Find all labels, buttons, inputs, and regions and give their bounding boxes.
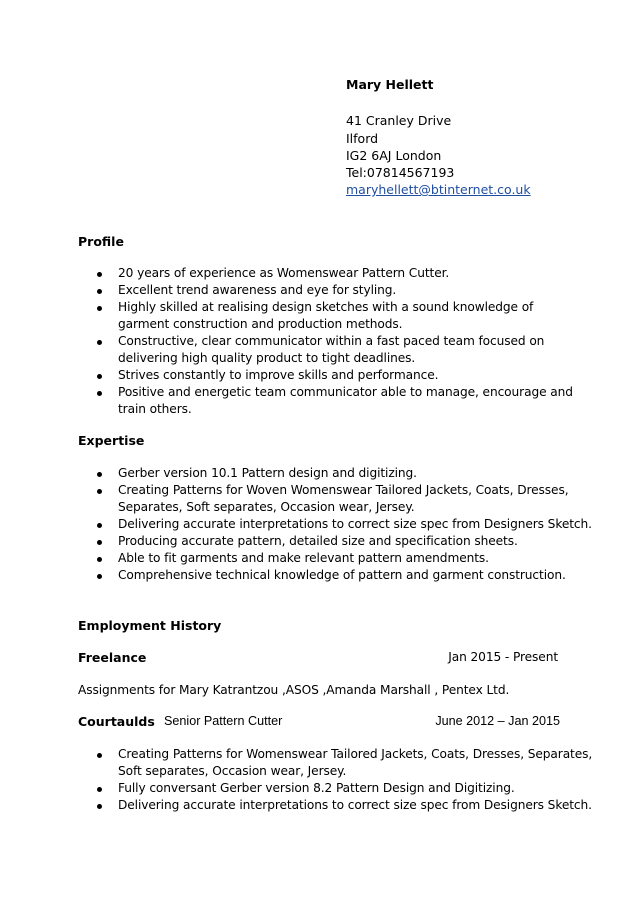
bullet-icon <box>97 557 102 562</box>
bullet-text: Comprehensive technical knowledge of pattern and garment construction. <box>118 568 566 582</box>
bullet-icon <box>97 489 102 494</box>
bullet-item <box>0 746 592 780</box>
bullet-icon <box>97 804 102 809</box>
bullet-text: train others. <box>118 402 192 416</box>
bullet-item <box>0 797 592 814</box>
email-link[interactable]: maryhellett@btinternet.co.uk <box>346 182 531 197</box>
bullet-text: Delivering accurate interpretations to correct size spec from Designers Sketch. <box>118 798 592 812</box>
freelance-dates: Jan 2015 - Present <box>448 650 558 664</box>
bullet-text: Fully conversant Gerber version 8.2 Pattern Design and Digitizing. <box>118 781 515 795</box>
bullet-icon <box>97 472 102 477</box>
bullet-item <box>0 567 592 584</box>
courtaulds-role: Senior Pattern Cutter <box>164 714 283 728</box>
profile-list <box>0 265 573 418</box>
bullet-icon <box>97 787 102 792</box>
bullet-text: garment construction and production methods. <box>118 317 403 331</box>
address-line-2: Ilford <box>346 131 379 146</box>
expertise-list <box>0 465 592 584</box>
bullet-icon <box>97 523 102 528</box>
bullet-icon <box>97 272 102 277</box>
bullet-icon <box>97 574 102 579</box>
employment-heading: Employment History <box>78 618 222 633</box>
freelance-title: Freelance <box>78 650 147 665</box>
bullet-text: Strives constantly to improve skills and performance. <box>118 368 439 382</box>
bullet-icon <box>97 391 102 396</box>
bullet-text: Creating Patterns for Woven Womenswear Tailored Jackets, Coats, Dresses, <box>118 483 569 497</box>
address-line-1: 41 Cranley Drive <box>346 113 452 128</box>
bullet-text: Creating Patterns for Womenswear Tailored Jackets, Coats, Dresses, Separates, <box>118 747 593 761</box>
bullet-text: Soft separates, Occasion wear, Jersey. <box>118 764 347 778</box>
profile-heading: Profile <box>78 234 124 249</box>
courtaulds-dates: June 2012 – Jan 2015 <box>435 714 560 728</box>
bullet-item <box>0 550 592 567</box>
bullet-item <box>0 333 573 367</box>
courtaulds-company: Courtaulds <box>78 714 155 729</box>
bullet-item <box>0 780 592 797</box>
bullet-item <box>0 299 573 333</box>
bullet-text: Separates, Soft separates, Occasion wear, Jersey. <box>118 500 415 514</box>
bullet-icon <box>97 306 102 311</box>
bullet-item <box>0 282 573 299</box>
bullet-icon <box>97 540 102 545</box>
courtaulds-list <box>0 746 592 814</box>
bullet-text: Highly skilled at realising design sketches with a sound knowledge of <box>118 300 534 314</box>
bullet-text: Producing accurate pattern, detailed size and specification sheets. <box>118 534 518 548</box>
bullet-text: Excellent trend awareness and eye for styling. <box>118 283 397 297</box>
bullet-icon <box>97 753 102 758</box>
bullet-icon <box>97 340 102 345</box>
address-line-3: IG2 6AJ London <box>346 148 442 163</box>
bullet-icon <box>97 374 102 379</box>
bullet-item <box>0 265 573 282</box>
bullet-text: Gerber version 10.1 Pattern design and digitizing. <box>118 466 417 480</box>
bullet-item <box>0 465 592 482</box>
bullet-text: Constructive, clear communicator within a fast paced team focused on <box>118 334 545 348</box>
bullet-icon <box>97 289 102 294</box>
bullet-item <box>0 533 592 550</box>
bullet-item <box>0 516 592 533</box>
freelance-assignments: Assignments for Mary Katrantzou ,ASOS ,Amanda Marshall , Pentex Ltd. <box>78 683 510 697</box>
bullet-item <box>0 482 592 516</box>
bullet-text: Able to fit garments and make relevant pattern amendments. <box>118 551 489 565</box>
applicant-name: Mary Hellett <box>346 77 434 92</box>
telephone: Tel:07814567193 <box>346 165 455 180</box>
bullet-item <box>0 384 573 418</box>
bullet-item <box>0 367 573 384</box>
bullet-text: delivering high quality product to tight deadlines. <box>118 351 416 365</box>
bullet-text: Delivering accurate interpretations to correct size spec from Designers Sketch. <box>118 517 592 531</box>
expertise-heading: Expertise <box>78 433 145 448</box>
bullet-text: Positive and energetic team communicator able to manage, encourage and <box>118 385 573 399</box>
bullet-text: 20 years of experience as Womenswear Pattern Cutter. <box>118 266 450 280</box>
